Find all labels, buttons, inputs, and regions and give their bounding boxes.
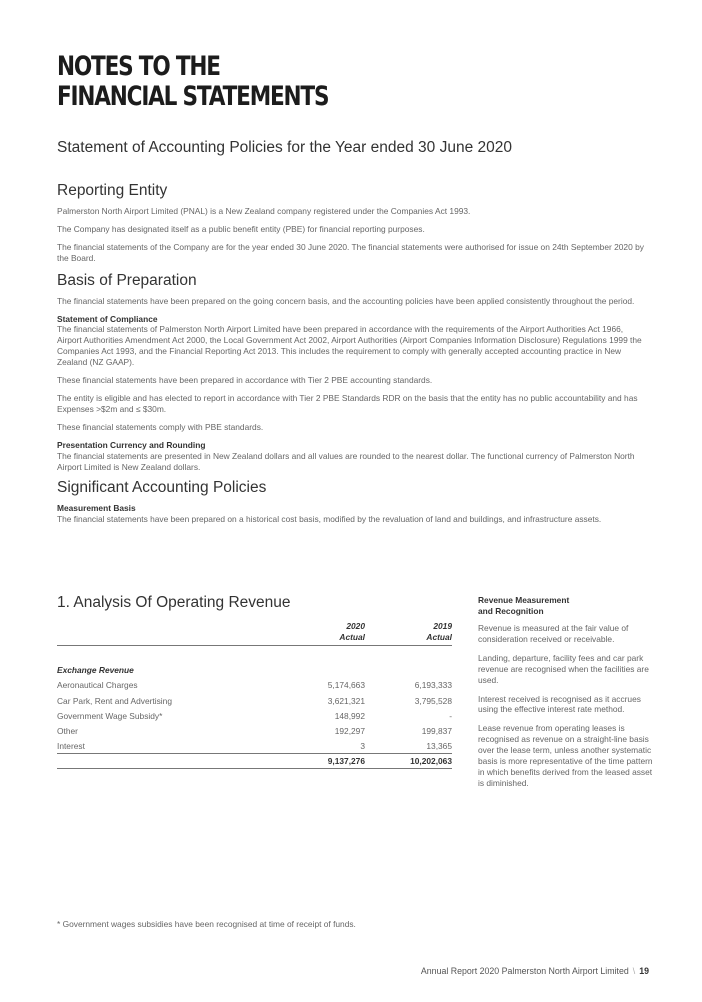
- table-row: [57, 736, 452, 754]
- row-label: Interest: [57, 736, 292, 754]
- total-value-2019: 10,202,063: [365, 754, 452, 769]
- presentation-currency-paragraph: The financial statements are presented in New Zealand dollars and all values are rounded to the nearest dollar. The functional currency of Palmerston North Airport Limited is New Zealand dollars.: [57, 450, 635, 472]
- row-value-2020: 3,621,321: [327, 695, 365, 706]
- column-header-2019-year: 2019: [433, 621, 452, 631]
- row-value-2020: 5,174,663: [327, 680, 365, 691]
- row-value-2019: 199,837: [421, 726, 452, 737]
- operating-revenue-title: 1. Analysis Of Operating Revenue: [57, 594, 291, 611]
- reporting-entity-heading: Reporting Entity: [57, 182, 168, 199]
- page-footer: [421, 966, 649, 976]
- compliance-paragraph-1: The financial statements of Palmerston North Airport Limited have been prepared in accordance with the requirements of the Airport Authorities Act 1966, Airport Authorities Amendment Act 2000, the Local Government Act 2002, Airport Authorities (Airport Companies Information Disclosure) Regulations 1999 the Companies Act 1993, and the Financial Reporting Act 2013. This includes the requirement to comply with generally accepted accounting practice in New Zealand (NZ GAAP).: [57, 324, 642, 368]
- column-header-2020-label: Actual: [339, 632, 365, 642]
- table-header-row: [57, 621, 452, 646]
- footnote: * Government wages subsidies have been recognised at time of receipt of funds.: [57, 919, 356, 929]
- total-label-blank: [57, 754, 292, 769]
- table-header-blank: [57, 621, 292, 646]
- significant-accounting-policies-heading: Significant Accounting Policies: [57, 479, 267, 497]
- page-number: 19: [639, 966, 649, 976]
- compliance-paragraph-3: The entity is eligible and has elected to report in accordance with Tier 2 PBE Standards RDR on the basis that the entity has no public accountability and has Expenses >$2m and ≤ $30m.: [57, 392, 638, 414]
- row-label: Government Wage Subsidy*: [57, 710, 163, 721]
- measurement-basis-heading: Measurement Basis: [57, 503, 136, 514]
- row-value-2020: 3: [292, 736, 365, 754]
- basis-of-preparation-heading: Basis of Preparation: [57, 271, 197, 289]
- sidebar-heading-line-1: Revenue Measurement: [478, 595, 570, 605]
- row-value-2020: 192,297: [334, 726, 365, 737]
- table-total-row: [57, 754, 452, 769]
- table-row: [57, 675, 452, 690]
- total-value-2020: 9,137,276: [292, 754, 365, 769]
- reporting-entity-paragraph-2: The Company has designated itself as a public benefit entity (PBE) for financial reporting purposes.: [57, 223, 425, 234]
- sidebar-paragraph-3: Interest received is recognised as it accrues using the effective interest rate method.: [478, 693, 641, 715]
- reporting-entity-paragraph-3: The financial statements of the Company are for the year ended 30 June 2020. The financial statements were authorised for issue on 24th September 2020 by the Board.: [57, 241, 644, 263]
- table-group-row: [57, 660, 452, 675]
- revenue-recognition-sidebar: [478, 595, 658, 797]
- sidebar-paragraph-2: Landing, departure, facility fees and car park revenue are recognised when the facilities are used.: [478, 652, 649, 685]
- statement-of-compliance-heading: Statement of Compliance: [57, 313, 158, 324]
- row-value-2019: 6,193,333: [414, 680, 452, 691]
- table-row: [57, 690, 452, 705]
- page-title: [57, 52, 328, 112]
- column-header-2019-label: Actual: [426, 632, 452, 642]
- column-header-2020: [292, 621, 365, 646]
- row-value-2019: 13,365: [365, 736, 452, 754]
- exchange-revenue-label: Exchange Revenue: [57, 665, 134, 675]
- operating-revenue-table: [57, 621, 452, 769]
- row-label: Car Park, Rent and Advertising: [57, 695, 172, 706]
- compliance-paragraph-2: These financial statements have been prepared in accordance with Tier 2 PBE accounting standards.: [57, 375, 433, 386]
- measurement-basis-paragraph: The financial statements have been prepared on a historical cost basis, modified by the revaluation of land and buildings, and infrastructure assets.: [57, 514, 602, 525]
- footer-separator: \: [632, 966, 636, 976]
- reporting-entity-paragraph-1: Palmerston North Airport Limited (PNAL) is a New Zealand company registered under the Companies Act 1993.: [57, 206, 471, 216]
- page-subtitle: Statement of Accounting Policies for the Year ended 30 June 2020: [57, 139, 512, 156]
- page-title-line-2: FINANCIAL STATEMENTS: [57, 81, 329, 112]
- table-row: [57, 721, 452, 736]
- sidebar-heading: [478, 595, 658, 617]
- row-value-2019: -: [449, 710, 452, 721]
- table-spacer-row: [57, 646, 452, 661]
- column-header-2019: [365, 621, 452, 646]
- sidebar-paragraph-1: Revenue is measured at the fair value of consideration received or receivable.: [478, 623, 629, 644]
- row-value-2020: 148,992: [334, 710, 365, 721]
- column-header-2020-year: 2020: [346, 621, 365, 631]
- basis-paragraph-1: The financial statements have been prepared on the going concern basis, and the accounting policies have been applied consistently throughout the period.: [57, 295, 635, 306]
- compliance-paragraph-4: These financial statements comply with PBE standards.: [57, 421, 264, 432]
- sidebar-paragraph-4: Lease revenue from operating leases is recognised as revenue on a straight-line basis over the lease term, unless another systematic basis is more representative of the time pattern in which benefits derived from the leased asset is diminished.: [478, 723, 653, 788]
- table-row: [57, 706, 452, 721]
- page-title-line-1: NOTES TO THE: [57, 51, 220, 82]
- presentation-currency-heading: Presentation Currency and Rounding: [57, 439, 206, 450]
- row-value-2019: 3,795,528: [414, 695, 452, 706]
- row-label: Other: [57, 726, 78, 737]
- row-label: Aeronautical Charges: [57, 680, 138, 691]
- footer-text: Annual Report 2020 Palmerston North Airport Limited: [420, 966, 629, 976]
- sidebar-heading-line-2: and Recognition: [478, 606, 544, 616]
- accounting-policies-section: [57, 181, 645, 532]
